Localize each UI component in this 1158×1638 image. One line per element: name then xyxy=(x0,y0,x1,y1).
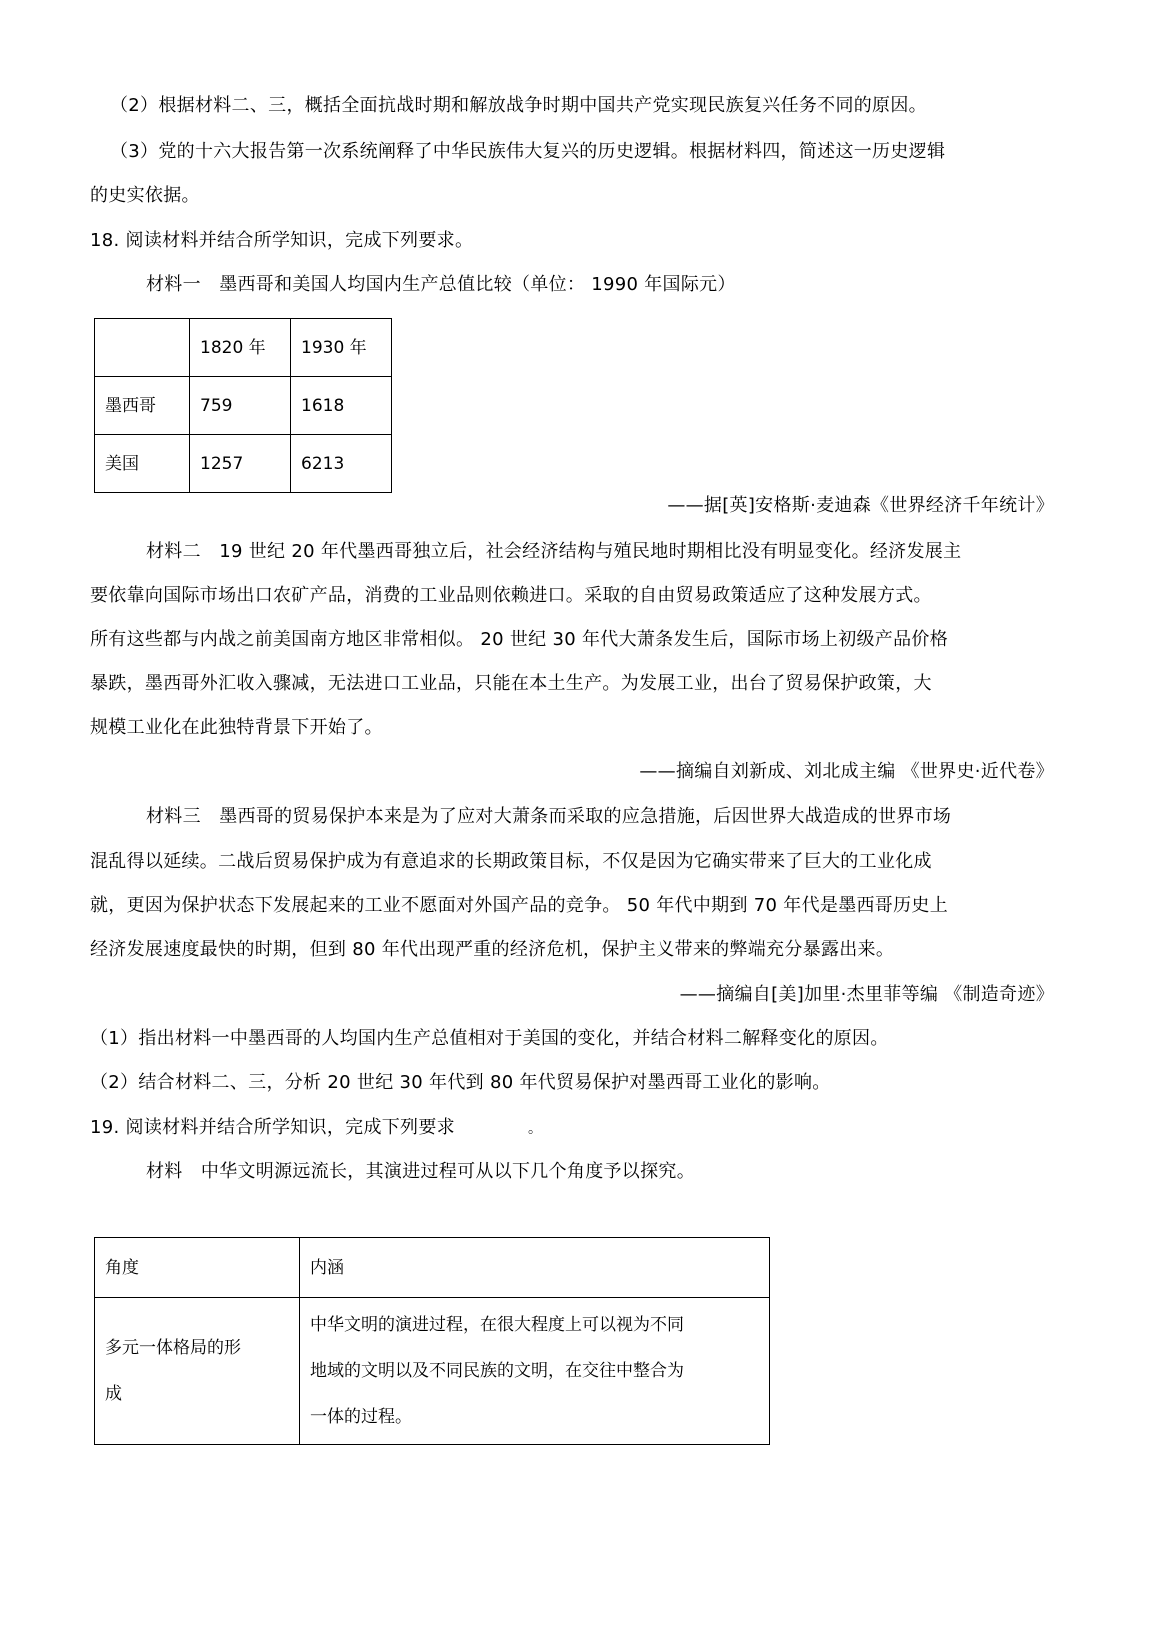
table-row xyxy=(95,435,392,493)
civilization-angles-table xyxy=(94,1237,770,1445)
q18-material2-line: 要依靠向国际市场出口农矿产品，消费的工业品则依赖进口。采取的自由贸易政策适应了这种发展方式。 xyxy=(90,585,932,606)
q18-material1-source: ——据[英]安格斯·麦迪森《世界经济千年统计》 xyxy=(667,495,1054,516)
q18-part1: （1）指出材料一中墨西哥的人均国内生产总值相对于美国的变化，并结合材料二解释变化的原因。 xyxy=(90,1028,889,1049)
table-cell-angle xyxy=(95,1298,300,1445)
cell-line: 一体的过程。 xyxy=(310,1407,412,1427)
table-header-row xyxy=(95,319,392,377)
table-cell: 1618 xyxy=(291,377,392,435)
table-header-row xyxy=(95,1238,770,1298)
table-header-1930: 1930 年 xyxy=(291,319,392,377)
cell-line: 成 xyxy=(105,1384,122,1404)
q18-part2: （2）结合材料二、三，分析 20 世纪 30 年代到 80 年代贸易保护对墨西哥工业化的影响。 xyxy=(90,1072,831,1093)
table-cell: 6213 xyxy=(291,435,392,493)
q18-material2-line: 暴跌，墨西哥外汇收入骤减，无法进口工业品，只能在本土生产。为发展工业，出台了贸易保护政策，大 xyxy=(90,673,932,694)
table-row xyxy=(95,1298,770,1445)
q19-material-title: 材料 中华文明源远流长，其演进过程可从以下几个角度予以探究。 xyxy=(146,1161,695,1182)
q18-material3-source: ——摘编自[美]加里·杰里菲等编 《制造奇迹》 xyxy=(679,984,1054,1005)
cell-line: 中华文明的演进过程，在很大程度上可以视为不同 xyxy=(310,1315,684,1335)
gdp-comparison-table xyxy=(94,318,392,493)
q18-material3-line: 经济发展速度最快的时期，但到 80 年代出现严重的经济危机，保护主义带来的弊端充分暴露出来。 xyxy=(90,939,895,960)
q17-part3-line2: 的史实依据。 xyxy=(90,185,200,206)
q17-part3-line1: （3）党的十六大报告第一次系统阐释了中华民族伟大复兴的历史逻辑。根据材料四，简述这一历史逻辑 xyxy=(110,141,946,162)
table-header-1820: 1820 年 xyxy=(190,319,291,377)
cell-line: 多元一体格局的形 xyxy=(105,1338,241,1358)
table-header-meaning: 内涵 xyxy=(300,1238,770,1298)
q18-material3-line: 混乱得以延续。二战后贸易保护成为有意追求的长期政策目标，不仅是因为它确实带来了巨大的工业化成 xyxy=(90,851,932,872)
table-cell-meaning xyxy=(300,1298,770,1445)
q18-material3-line: 材料三 墨西哥的贸易保护本来是为了应对大萧条而采取的应急措施，后因世界大战造成的世界市场 xyxy=(146,806,952,827)
table-cell-country: 墨西哥 xyxy=(95,377,190,435)
q18-material2-line: 材料二 19 世纪 20 年代墨西哥独立后，社会经济结构与殖民地时期相比没有明显变化。经济发展主 xyxy=(146,541,962,562)
table-header-angle: 角度 xyxy=(95,1238,300,1298)
q18-material2-line: 规模工业化在此独特背景下开始了。 xyxy=(90,717,383,738)
q18-material3-line: 就，更因为保护状态下发展起来的工业不愿面对外国产品的竞争。 50 年代中期到 70 年代是墨西哥历史上 xyxy=(90,895,948,916)
q18-stem: 18. 阅读材料并结合所学知识，完成下列要求。 xyxy=(90,230,474,251)
table-row xyxy=(95,377,392,435)
table-cell: 759 xyxy=(190,377,291,435)
table-cell-country: 美国 xyxy=(95,435,190,493)
table-cell: 1257 xyxy=(190,435,291,493)
q18-material1-title: 材料一 墨西哥和美国人均国内生产总值比较（单位： 1990 年国际元） xyxy=(146,274,736,295)
q19-stem-period: 。 xyxy=(528,1121,542,1137)
table-cell xyxy=(95,319,190,377)
q17-part2: （2）根据材料二、三，概括全面抗战时期和解放战争时期中国共产党实现民族复兴任务不同的原因。 xyxy=(110,95,927,116)
q19-stem: 19. 阅读材料并结合所学知识，完成下列要求 xyxy=(90,1117,455,1138)
q18-material2-line: 所有这些都与内战之前美国南方地区非常相似。 20 世纪 30 年代大萧条发生后，国际市场上初级产品价格 xyxy=(90,629,948,650)
q18-material2-source: ——摘编自刘新成、刘北成主编 《世界史·近代卷》 xyxy=(639,761,1054,782)
cell-line: 地域的文明以及不同民族的文明，在交往中整合为 xyxy=(310,1361,684,1381)
